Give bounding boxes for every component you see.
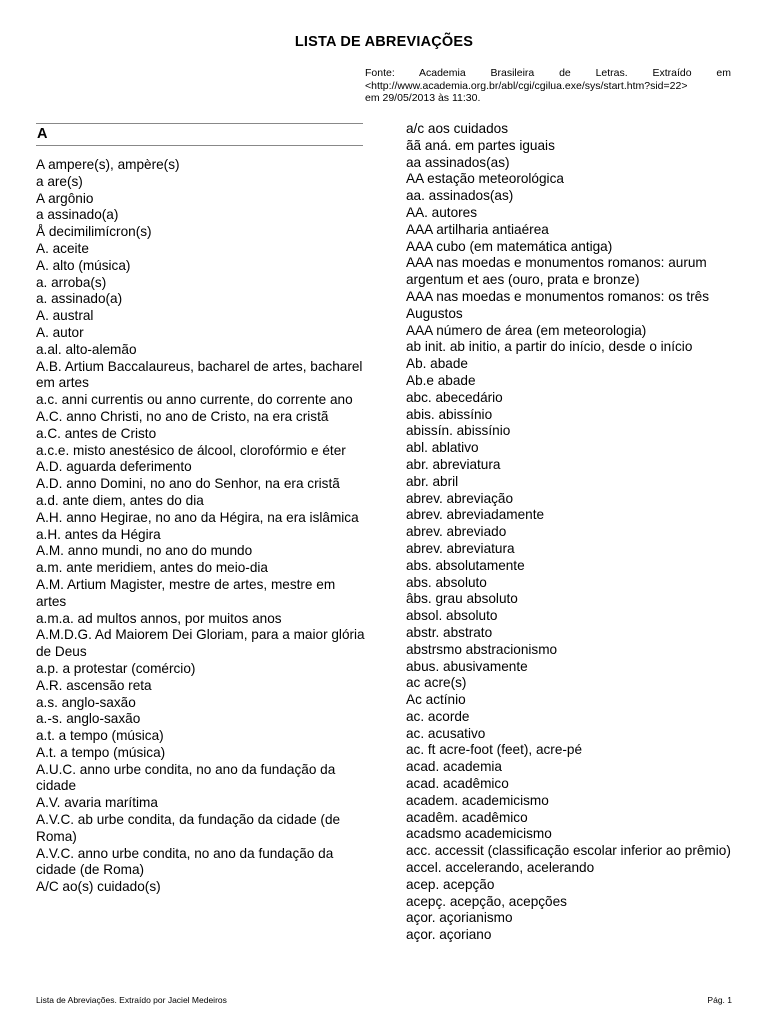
source-url: <http://www.academia.org.br/abl/cgi/cgilua.exe/sys/start.htm?sid=22> — [365, 79, 688, 92]
section-letter-heading: A — [36, 123, 363, 146]
abbreviation-entry: academ. academicismo — [406, 792, 549, 808]
abbreviation-entry: abl. ablativo — [406, 440, 479, 456]
abbreviation-entry: A. aceite — [36, 240, 89, 256]
source-line-1: Fonte: Academia Brasileira de Letras. Extraído em — [365, 67, 731, 79]
abbreviation-entry: acepç. acepção, acepções — [406, 893, 567, 909]
abbreviation-entry: acad. academia — [406, 759, 502, 775]
page-title: LISTA DE ABREVIAÇÕES — [294, 34, 474, 50]
abbreviation-entry: a.m. ante meridiem, antes do meio-dia — [36, 560, 268, 576]
abbreviation-entry: abis. abissínio — [406, 406, 493, 422]
abbreviation-entry: a.al. alto-alemão — [36, 341, 137, 357]
abbreviation-entry: abs. absolutamente — [406, 557, 525, 573]
abbreviation-entry: A ampere(s), ampère(s) — [36, 157, 180, 172]
abbreviation-entry: a are(s) — [36, 173, 83, 189]
abbreviation-entry: a.c.e. misto anestésico de álcool, clorofórmio e éter — [36, 442, 346, 458]
abbreviation-entry: abus. abusivamente — [406, 658, 528, 674]
abbreviation-entry: a.d. ante diem, antes do dia — [36, 492, 204, 508]
abbreviation-entry: AA. autores — [406, 204, 478, 220]
abbreviation-entry: abrev. abreviadamente — [406, 507, 545, 523]
abbreviation-entry: A.U.C. anno urbe condita, no ano da fundação da cidade — [36, 761, 336, 794]
source-note — [365, 67, 731, 105]
abbreviation-entry: abs. absoluto — [406, 574, 487, 590]
abbreviation-entry: acc. accessit (classificação escolar inferior ao prêmio) — [406, 843, 731, 859]
abbreviation-entry: aa. assinados(as) — [406, 188, 514, 204]
abbreviation-entry: A. alto (música) — [36, 257, 131, 273]
abbreviation-entry: A.R. ascensão reta — [36, 677, 152, 693]
footer-credit: Lista de Abreviações. Extraído por Jaciel Medeiros — [36, 995, 227, 1005]
abbreviation-entry: absol. absoluto — [406, 608, 498, 624]
abbreviation-entry: ãã aná. em partes iguais — [406, 137, 555, 153]
abbreviation-entry: açor. açoriano — [406, 927, 492, 943]
abbreviation-entry: A.M. anno mundi, no ano do mundo — [36, 543, 253, 559]
abbreviation-entry: Ab. abade — [406, 356, 468, 372]
left-column-list — [36, 157, 366, 896]
abbreviation-entry: abissín. abissínio — [406, 423, 511, 439]
abbreviation-entry: abrev. abreviatura — [406, 540, 515, 556]
abbreviation-entry: ac. acusativo — [406, 725, 486, 741]
abbreviation-entry: a.m.a. ad multos annos, por muitos anos — [36, 610, 282, 626]
abbreviation-entry: Ac actínio — [406, 692, 466, 708]
abbreviation-entry: A.D. aguarda deferimento — [36, 459, 192, 475]
abbreviation-entry: a. arroba(s) — [36, 274, 107, 290]
abbreviation-entry: ac. acorde — [406, 708, 470, 724]
abbreviation-entry: A.D. anno Domini, no ano do Senhor, na era cristã — [36, 476, 340, 492]
abbreviation-entry: acadsmo academicismo — [406, 826, 552, 842]
abbreviation-entry: A.M.D.G. Ad Maiorem Dei Gloriam, para a maior glória de Deus — [36, 627, 365, 660]
abbreviation-entry: AAA nas moedas e monumentos romanos: aurum argentum et aes (ouro, prata e bronze) — [406, 255, 707, 288]
abbreviation-entry: abc. abecedário — [406, 389, 503, 405]
right-column-list — [406, 121, 736, 944]
abbreviation-entry: acad. acadêmico — [406, 776, 509, 792]
abbreviation-entry: AAA número de área (em meteorologia) — [406, 322, 647, 338]
abbreviation-entry: abstrsmo abstracionismo — [406, 641, 558, 657]
abbreviation-entry: âbs. grau absoluto — [406, 591, 518, 607]
abbreviation-entry: A.t. a tempo (música) — [36, 744, 166, 760]
abbreviation-entry: abr. abril — [406, 473, 459, 489]
abbreviation-entry: A.V.C. ab urbe condita, da fundação da cidade (de Roma) — [36, 812, 341, 844]
abbreviation-entry: A.H. anno Hegirae, no ano da Hégira, na era islâmica — [36, 509, 359, 525]
abbreviation-entry: a.H. antes da Hégira — [36, 526, 161, 542]
abbreviation-entry: AAA cubo (em matemática antiga) — [406, 238, 613, 254]
abbreviation-entry: Å decimilimícron(s) — [36, 224, 152, 240]
abbreviation-entry: a.t. a tempo (música) — [36, 728, 164, 744]
abbreviation-entry: AAA artilharia antiaérea — [406, 221, 549, 237]
abbreviation-entry: A.B. Artium Baccalaureus, bacharel de artes, bacharel em artes — [36, 358, 363, 391]
abbreviation-entry: a assinado(a) — [36, 207, 119, 223]
abbreviation-entry: a.c. anni currentis ou anno currente, do corrente ano — [36, 392, 353, 408]
abbreviation-entry: AAA nas moedas e monumentos romanos: os três Augustos — [406, 288, 709, 321]
abbreviation-entry: ab init. ab initio, a partir do início, desde o início — [406, 339, 693, 355]
abbreviation-entry: a. assinado(a) — [36, 291, 123, 307]
page-number: Pág. 1 — [707, 995, 732, 1005]
abbreviation-entry: açor. açorianismo — [406, 910, 513, 926]
abbreviation-entry: A argônio — [36, 190, 94, 206]
abbreviation-entry: A.C. anno Christi, no ano de Cristo, na era cristã — [36, 408, 329, 424]
abbreviation-entry: a.-s. anglo-saxão — [36, 711, 141, 727]
abbreviation-entry: ac acre(s) — [406, 675, 467, 691]
abbreviation-entry: A.V.C. anno urbe condita, no ano da fundação da cidade (de Roma) — [36, 845, 334, 878]
abbreviation-entry: acep. acepção — [406, 876, 495, 892]
abbreviation-entry: a.s. anglo-saxão — [36, 694, 136, 710]
abbreviation-entry: abr. abreviatura — [406, 456, 501, 472]
abbreviation-entry: AA estação meteorológica — [406, 171, 564, 187]
abbreviation-entry: a.p. a protestar (comércio) — [36, 660, 196, 676]
source-date: em 29/05/2013 às 11:30. — [365, 92, 481, 104]
abbreviation-entry: a.C. antes de Cristo — [36, 425, 157, 441]
abbreviation-entry: Ab.e abade — [406, 372, 476, 388]
abbreviation-entry: A. austral — [36, 308, 94, 324]
abbreviation-entry: accel. accelerando, acelerando — [406, 860, 595, 876]
abbreviation-entry: abrev. abreviação — [406, 490, 514, 506]
abbreviation-entry: ac. ft acre-foot (feet), acre-pé — [406, 742, 583, 758]
abbreviation-entry: a/c aos cuidados — [406, 121, 509, 136]
abbreviation-entry: A. autor — [36, 324, 84, 340]
abbreviation-entry: A.M. Artium Magister, mestre de artes, mestre em artes — [36, 576, 336, 609]
abbreviation-entry: A/C ao(s) cuidado(s) — [36, 879, 161, 895]
abbreviation-entry: A.V. avaria marítima — [36, 795, 158, 811]
abbreviation-entry: aa assinados(as) — [406, 154, 510, 170]
abbreviation-entry: acadêm. acadêmico — [406, 809, 528, 825]
abbreviation-entry: abrev. abreviado — [406, 524, 507, 540]
abbreviation-entry: abstr. abstrato — [406, 624, 493, 640]
